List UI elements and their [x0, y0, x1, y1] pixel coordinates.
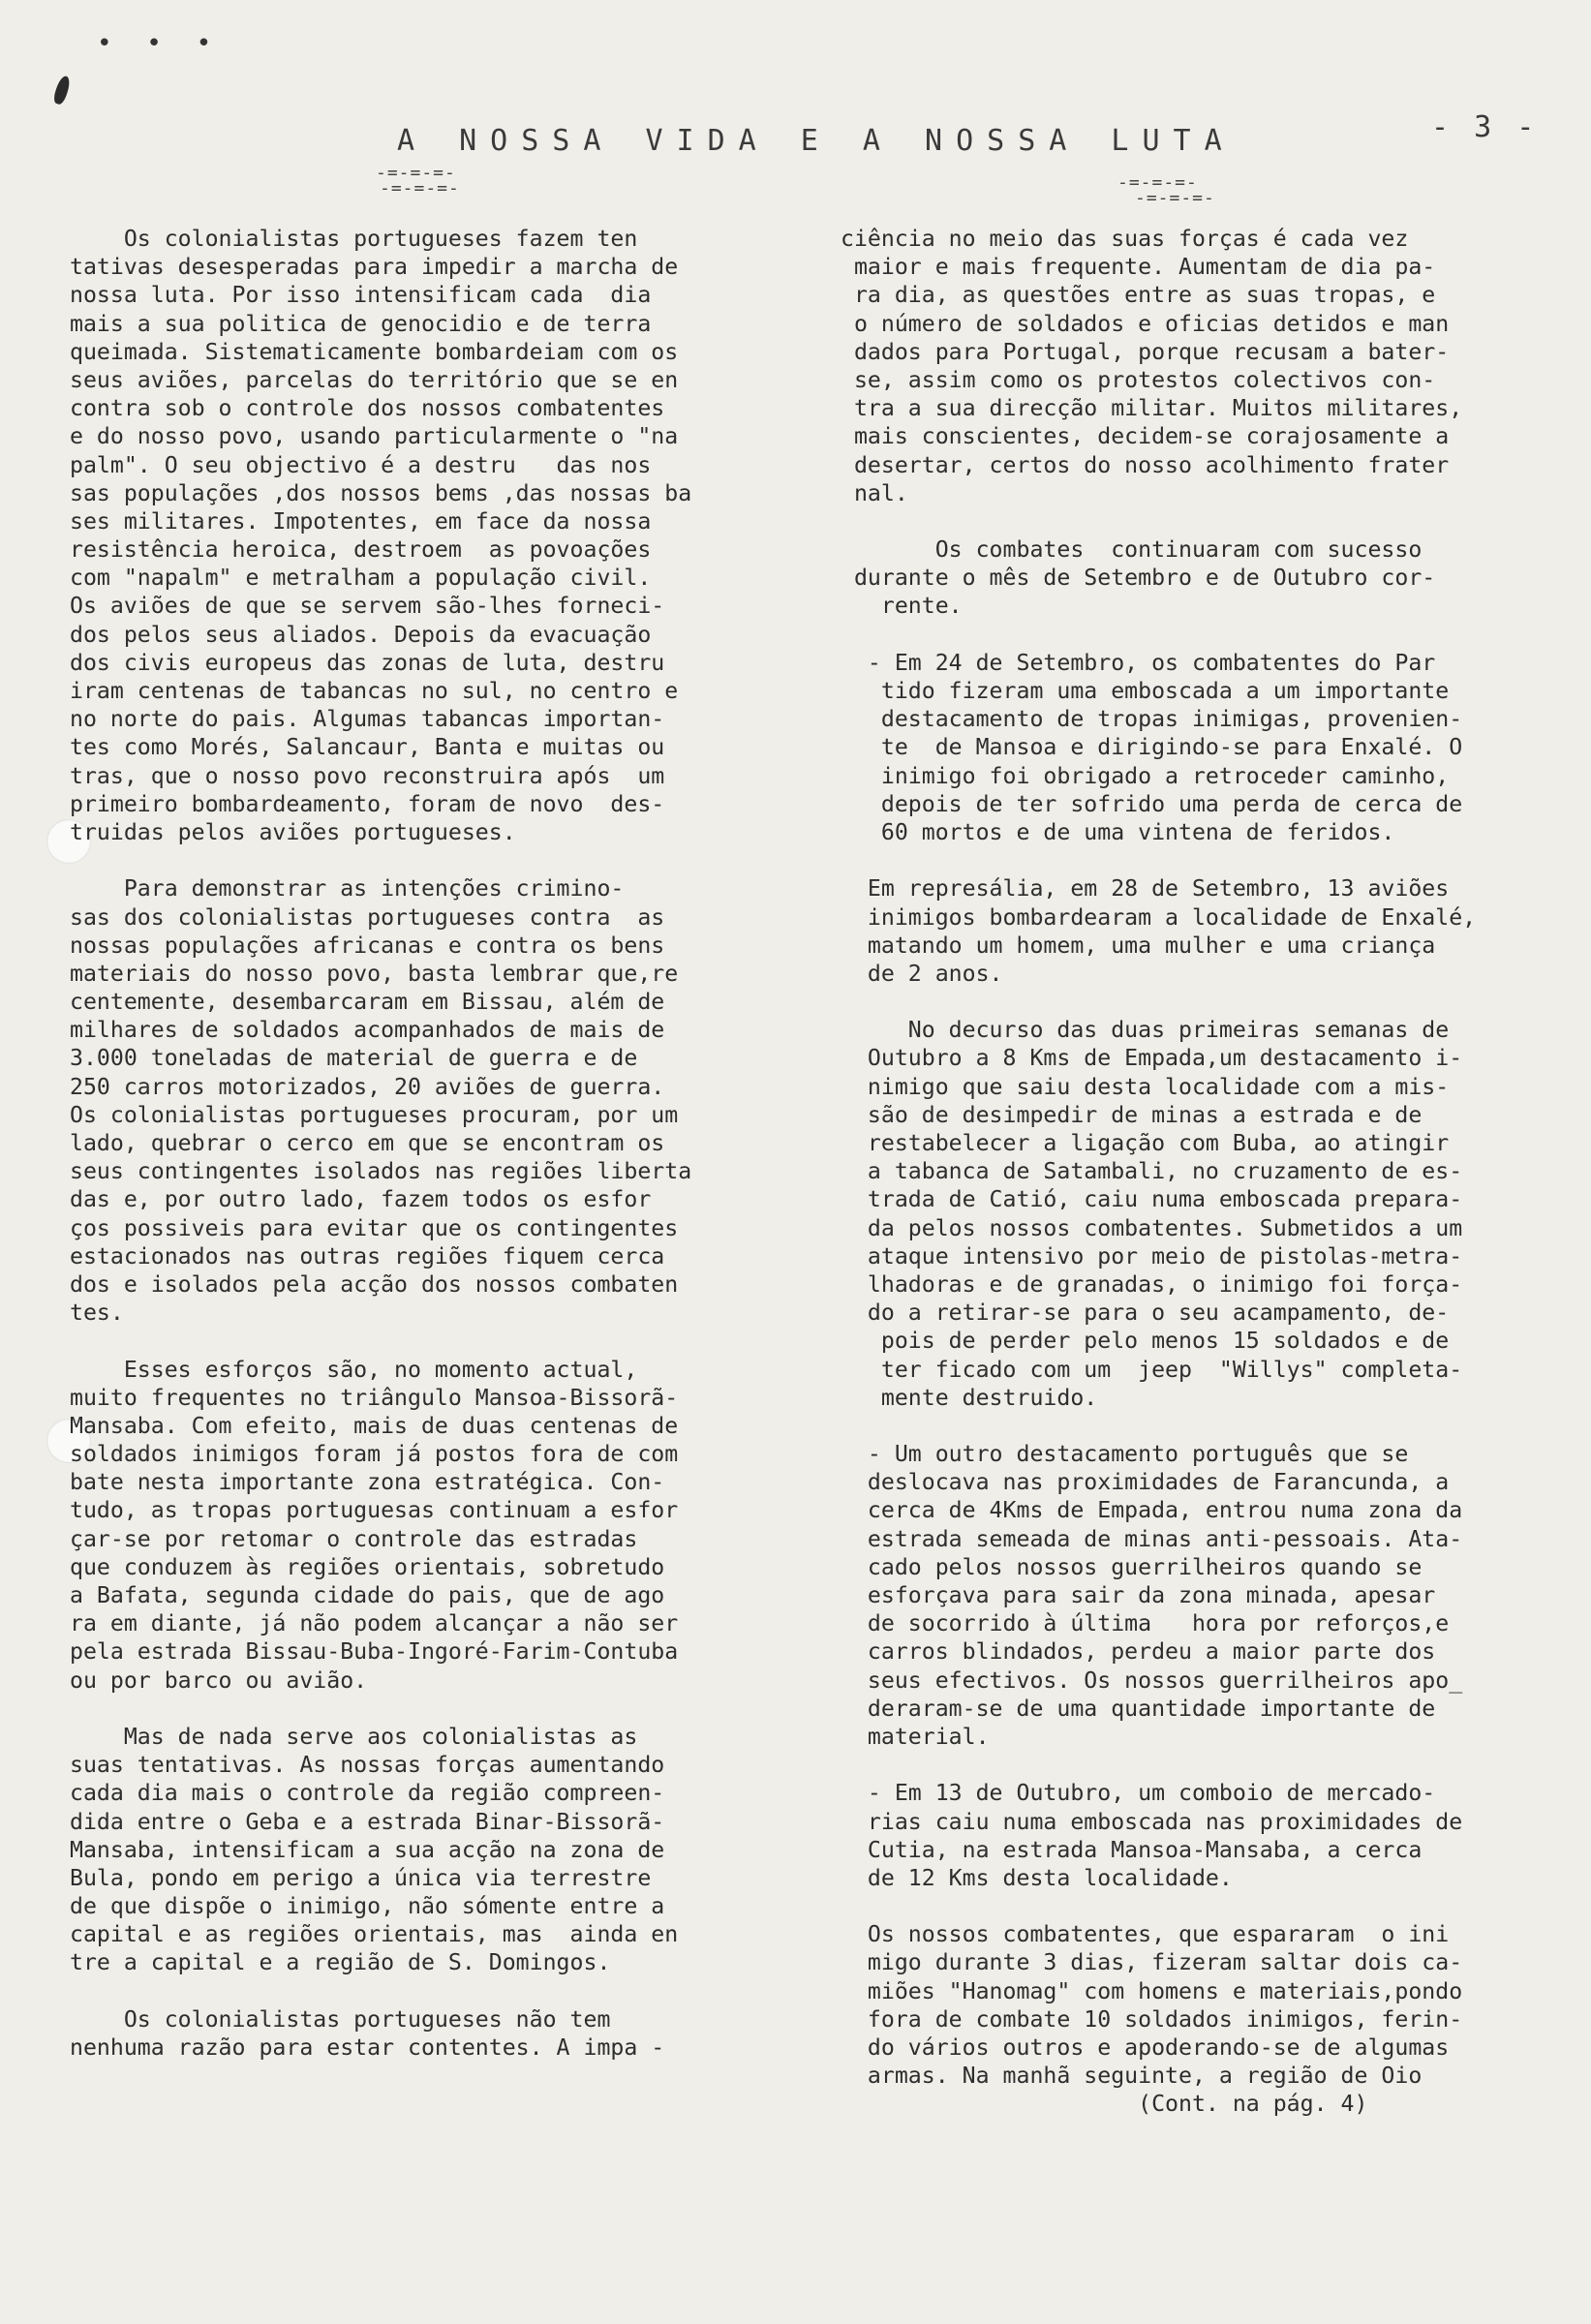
text-line: de que dispõe o inimigo, não sómente entre a	[70, 1893, 665, 1920]
text-line: suas tentativas. As nossas forças aumentando	[70, 1752, 665, 1779]
text-line: bate nesta importante zona estratégica. Con-	[70, 1469, 665, 1496]
text-line	[70, 1695, 825, 1723]
text-line: tra a sua direcção militar. Muitos militares,	[841, 395, 1463, 422]
text-line	[841, 988, 1557, 1016]
text-line: rias caiu numa emboscada nas proximidades de	[841, 1808, 1463, 1835]
text-line: resistência heroica, destroem as povoações	[70, 536, 652, 564]
text-line: dos civis europeus das zonas de luta, destru	[70, 649, 665, 676]
text-line: ataque intensivo por meio de pistolas-metra-	[841, 1242, 1463, 1269]
text-line: desertar, certos do nosso acolhimento frater	[841, 451, 1450, 478]
text-line	[841, 1892, 1557, 1920]
text-line: seus efectivos. Os nossos guerrilheiros apo_	[841, 1667, 1463, 1694]
text-line: palm". O seu objectivo é a destru das nos	[70, 451, 652, 478]
text-line: nossas populações africanas e contra os bens	[70, 932, 665, 959]
text-line: capital e as regiões orientais, mas ainda en	[70, 1921, 679, 1948]
text-line: material.	[841, 1723, 990, 1750]
text-line: Para demonstrar as intenções crimino-	[70, 875, 625, 902]
text-line: destacamento de tropas inimigas, provenien-	[841, 706, 1463, 733]
text-line: se, assim como os protestos colectivos con-	[841, 366, 1436, 393]
text-line: carros blindados, perdeu a maior parte dos	[841, 1638, 1436, 1666]
title-rule-right: -=-=-=-	[1117, 172, 1198, 193]
text-line: Os colonialistas portugueses não tem	[70, 2005, 611, 2033]
text-line: restabelecer a ligação com Buba, ao atingir	[841, 1130, 1450, 1156]
text-line: do vários outros e apoderando-se de algumas	[841, 2034, 1450, 2061]
text-line: te de Mansoa e dirigindo-se para Enxalé. O	[841, 734, 1463, 761]
text-line: No decurso das duas primeiras semanas de	[841, 1017, 1450, 1044]
text-line	[841, 1751, 1557, 1779]
text-line: ses militares. Impotentes, em face da nossa	[70, 507, 652, 535]
text-line: Outubro a 8 Kms de Empada,um destacamento i-	[841, 1045, 1463, 1072]
text-line: migo durante 3 dias, fizeram saltar dois ca-	[841, 1949, 1463, 1976]
text-line: nimigo que saiu desta localidade com a mis-	[841, 1073, 1450, 1100]
text-line: cado pelos nossos guerrilheiros quando se	[841, 1553, 1423, 1580]
text-line	[841, 507, 1557, 535]
text-line: centemente, desembarcaram em Bissau, além de	[70, 989, 665, 1016]
text-line: das e, por outro lado, fazem todos os esfor	[70, 1186, 652, 1213]
text-line: Bula, pondo em perigo a única via terrestre	[70, 1864, 652, 1891]
text-line: de socorrido à última hora por reforços,e	[841, 1610, 1450, 1637]
text-line: nenhuma razão para estar contentes. A impa -	[70, 2034, 665, 2061]
title-rule-left-2: -=-=-=-	[380, 178, 460, 199]
text-line: cada dia mais o controle da região compreen-	[70, 1780, 665, 1807]
page-title: A NOSSA VIDA E A NOSSA LUTA	[397, 124, 1236, 158]
text-line: e do nosso povo, usando particularmente o "na	[70, 423, 679, 450]
text-line	[70, 1977, 825, 2005]
text-line: inimigo foi obrigado a retroceder caminho,	[841, 762, 1450, 789]
text-line	[841, 621, 1557, 649]
text-line: inimigos bombardearam a localidade de Enxalé,	[841, 903, 1477, 931]
text-line: nossa luta. Por isso intensificam cada dia	[70, 282, 652, 309]
text-line: tes.	[70, 1300, 124, 1327]
text-line: da pelos nossos combatentes. Submetidos a um	[841, 1214, 1463, 1241]
text-line: ter ficado com um jeep "Willys" completa-	[841, 1356, 1463, 1383]
text-line: ços possiveis para evitar que os contingentes	[70, 1214, 679, 1241]
text-line: tido fizeram uma emboscada a um importante	[841, 678, 1450, 704]
text-line: primeiro bombardeamento, foram de novo des-	[70, 790, 665, 817]
text-line: trada de Catió, caiu numa emboscada prepara-	[841, 1186, 1463, 1213]
text-line: o número de soldados e oficias detidos e man	[841, 310, 1450, 337]
text-line: truidas pelos aviões portugueses.	[70, 818, 516, 845]
text-line: maior e mais frequente. Aumentam de dia pa-	[841, 254, 1436, 281]
text-line: rente.	[841, 593, 963, 620]
text-line: soldados inimigos foram já postos fora de com	[70, 1441, 679, 1468]
text-line: deslocava nas proximidades de Farancunda, a	[841, 1469, 1450, 1496]
text-line: mais conscientes, decidem-se corajosamente a	[841, 423, 1450, 450]
text-line: milhares de soldados acompanhados de mais de	[70, 1017, 665, 1044]
text-line: a tabanca de Satambali, no cruzamento de es-	[841, 1158, 1463, 1185]
text-line: iram centenas de tabancas no sul, no centro e	[70, 678, 679, 704]
text-line: ou por barco ou avião.	[70, 1667, 368, 1694]
text-line: tre a capital e a região de S. Domingos.	[70, 1949, 611, 1976]
text-line: a Bafata, segunda cidade do pais, que de ago	[70, 1582, 665, 1608]
text-line: - Em 24 de Setembro, os combatentes do Par	[841, 649, 1436, 676]
text-line: pois de perder pelo menos 15 soldados e de	[841, 1328, 1450, 1355]
text-line: tes como Morés, Salancaur, Banta e muitas ou	[70, 734, 665, 761]
text-line: Mas de nada serve aos colonialistas as	[70, 1723, 638, 1750]
text-line: ra em diante, já não podem alcançar a não ser	[70, 1610, 679, 1637]
text-line: tativas desesperadas para impedir a marcha de	[70, 254, 679, 281]
text-line: Os combates continuaram com sucesso	[841, 536, 1423, 564]
text-line: mente destruido.	[841, 1384, 1098, 1411]
text-line: estrada semeada de minas anti-pessoais. Ata-	[841, 1525, 1463, 1552]
text-line: são de desimpedir de minas a estrada e de	[841, 1101, 1423, 1128]
text-line: çar-se por retomar o controle das estradas	[70, 1525, 638, 1552]
text-line: sas populações ,dos nossos bems ,das nossas ba	[70, 479, 692, 506]
text-line: seus contingentes isolados nas regiões liberta	[70, 1158, 692, 1185]
text-line: sas dos colonialistas portugueses contra as	[70, 903, 665, 931]
text-line: 3.000 toneladas de material de guerra e de	[70, 1045, 638, 1072]
text-line	[841, 1412, 1557, 1440]
text-line: (Cont. na pág. 4)	[841, 2091, 1368, 2118]
right-column	[841, 225, 1557, 2119]
margin-mark: • • •	[97, 29, 222, 58]
text-line: tudo, as tropas portuguesas continuam a esfor	[70, 1497, 679, 1524]
text-line: matando um homem, uma mulher e uma criança	[841, 932, 1436, 959]
left-column	[70, 225, 825, 2062]
text-line: Mansaba. Com efeito, mais de duas centenas de	[70, 1412, 679, 1439]
page-header	[0, 110, 1591, 208]
text-line: 60 mortos e de uma vintena de feridos.	[841, 818, 1395, 845]
text-line: fora de combate 10 soldados inimigos, ferin-	[841, 2005, 1463, 2033]
text-line: Os colonialistas portugueses procuram, por um	[70, 1101, 679, 1128]
text-line	[70, 1327, 825, 1355]
text-line: de 2 anos.	[841, 960, 1003, 987]
text-line: com "napalm" e metralham a população civil.	[70, 565, 652, 592]
text-line: contra sob o controle dos nossos combatentes	[70, 395, 665, 422]
text-line: dida entre o Geba e a estrada Binar-Bissorã-	[70, 1808, 665, 1835]
text-line: lhadoras e de granadas, o inimigo foi força-	[841, 1270, 1463, 1298]
text-line: tras, que o nosso povo reconstruira após um	[70, 762, 665, 789]
text-line: dos e isolados pela acção dos nossos combaten	[70, 1270, 679, 1298]
text-line: pela estrada Bissau-Buba-Ingoré-Farim-Contuba	[70, 1638, 679, 1666]
text-line: dos pelos seus aliados. Depois da evacuação	[70, 621, 652, 648]
text-line	[841, 846, 1557, 874]
text-line: armas. Na manhã seguinte, a região de Oio	[841, 2063, 1423, 2090]
text-line: Mansaba, intensificam a sua acção na zona de	[70, 1836, 665, 1863]
text-line: depois de ter sofrido uma perda de cerca de	[841, 790, 1463, 817]
text-line: durante o mês de Setembro e de Outubro cor-	[841, 565, 1436, 592]
ink-blot	[52, 75, 73, 106]
title-rule-right-2: -=-=-=-	[1135, 188, 1215, 208]
text-line: - Em 13 de Outubro, um comboio de mercado-	[841, 1780, 1436, 1807]
text-line: cerca de 4Kms de Empada, entrou numa zona da	[841, 1497, 1463, 1524]
text-line: lado, quebrar o cerco em que se encontram os	[70, 1130, 665, 1156]
text-line: muito frequentes no triângulo Mansoa-Bissorã-	[70, 1384, 679, 1411]
text-line: mais a sua politica de genocidio e de terra	[70, 310, 652, 337]
text-line: estacionados nas outras regiões fiquem cerca	[70, 1242, 665, 1269]
text-line: ra dia, as questões entre as suas tropas, e	[841, 282, 1436, 309]
text-line: nal.	[841, 479, 908, 506]
text-line	[70, 846, 825, 874]
text-line: do a retirar-se para o seu acampamento, de-	[841, 1300, 1450, 1327]
text-line: deraram-se de uma quantidade importante de	[841, 1695, 1436, 1722]
text-line: Esses esforços são, no momento actual,	[70, 1356, 638, 1383]
text-line: ciência no meio das suas forças é cada vez	[841, 226, 1409, 252]
page-number: - 3 -	[1431, 110, 1539, 144]
text-line: queimada. Sistematicamente bombardeiam com os	[70, 338, 679, 365]
text-line: esforçava para sair da zona minada, apesar	[841, 1582, 1436, 1608]
text-line: Os colonialistas portugueses fazem ten	[70, 226, 638, 252]
title-rule-left: -=-=-=-	[376, 163, 456, 183]
text-line: que conduzem às regiões orientais, sobretudo	[70, 1553, 665, 1580]
text-line: 250 carros motorizados, 20 aviões de guerra.	[70, 1073, 665, 1100]
text-line: de 12 Kms desta localidade.	[841, 1864, 1233, 1891]
text-line: seus aviões, parcelas do território que se en	[70, 366, 679, 393]
text-line: dados para Portugal, porque recusam a bater-	[841, 338, 1450, 365]
text-line: no norte do pais. Algumas tabancas importan-	[70, 706, 665, 733]
text-line: Cutia, na estrada Mansoa-Mansaba, a cerca	[841, 1836, 1423, 1863]
text-line: materiais do nosso povo, basta lembrar que,re	[70, 960, 679, 987]
text-line: Em represália, em 28 de Setembro, 13 aviões	[841, 875, 1450, 902]
text-line: Os nossos combatentes, que espararam o ini	[841, 1921, 1450, 1948]
text-line: - Um outro destacamento português que se	[841, 1441, 1409, 1468]
text-line: Os aviões de que se servem são-lhes forneci-	[70, 593, 665, 620]
text-line: miões "Hanomag" com homens e materiais,pondo	[841, 1977, 1463, 2004]
